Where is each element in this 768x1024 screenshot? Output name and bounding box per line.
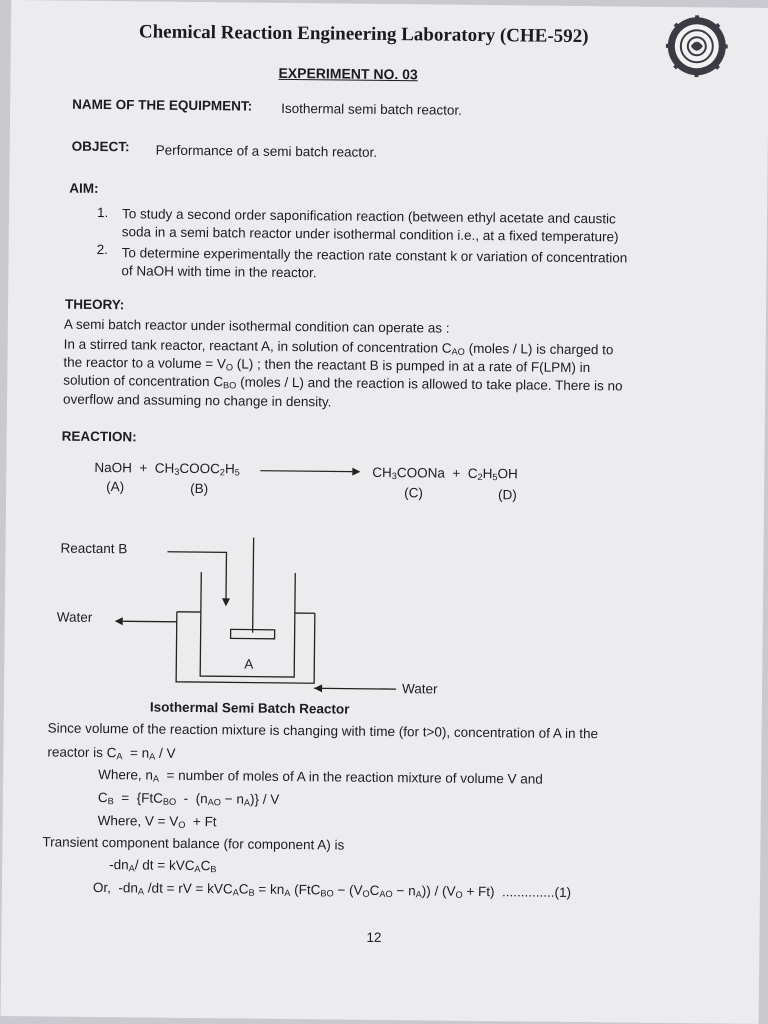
water-out-arrow-icon: [115, 617, 123, 625]
water-outlet-label: Water: [56, 609, 93, 625]
theory-line-3: the reactor to a volume = $V_O$ (L) ; then the reactant B is pumped in at a rate of F(LPM) in: [63, 354, 591, 376]
aim-item-1-line-1: To study a second order saponification reaction (between ethyl acetate and caustic: [121, 206, 616, 227]
theory-line-5: overflow and assuming no change in density.: [63, 391, 332, 410]
reaction-products: $CH_3COONa + C_2H_5OH$: [372, 464, 518, 483]
object-label: OBJECT:: [71, 138, 130, 155]
object-value: Performance of a semi batch reactor.: [155, 142, 378, 160]
stirrer-shaft: [253, 538, 254, 633]
label-d: (D): [498, 487, 517, 503]
theory-line-2: In a stirred tank reactor, reactant A, in solution of concentration $C_{AO}$ (moles / L) is charged to: [63, 336, 614, 358]
university-logo-icon: [665, 15, 728, 78]
body-line-2: reactor is $C_A = n_A / V$: [47, 744, 176, 762]
label-c: (C): [404, 485, 423, 501]
water-outlet-line: [123, 621, 177, 622]
document-page: [1, 0, 768, 1024]
aim-item-2-number: 2.: [96, 241, 108, 258]
theory-intro: A semi batch reactor under isothermal condition can operate as :: [63, 316, 450, 336]
water-inlet-line: [314, 688, 396, 689]
reactor-a-label: A: [244, 656, 254, 672]
aim-label: AIM:: [69, 180, 99, 196]
body-line-5: Where, $V = V_O + Ft$: [97, 812, 217, 830]
body-line-6: Transient component balance (for component A) is: [42, 834, 345, 853]
diagram-caption: Isothermal Semi Batch Reactor: [149, 699, 350, 717]
reaction-label: REACTION:: [61, 428, 137, 445]
aim-item-2-line-2: of NaOH with time in the reactor.: [121, 263, 317, 281]
theory-label: THEORY:: [64, 296, 125, 313]
aim-item-1-line-2: soda in a semi batch reactor under isothermal condition i.e., at a fixed temperature): [121, 224, 619, 245]
equipment-label: NAME OF THE EQUIPMENT:: [72, 96, 253, 114]
page-number: 12: [366, 929, 382, 945]
water-in-arrow-icon: [314, 684, 322, 692]
body-line-4: $C_B = \{FtC_{BO} - (n_{AO} - n_A)\} / V$: [97, 789, 280, 808]
reaction-reactants: NaOH + $CH_3COOC_2H_5$: [94, 459, 240, 478]
label-b: (B): [190, 480, 209, 497]
reactant-b-feed-line: [167, 552, 227, 603]
body-line-1: Since volume of the reaction mixture is changing with time (for t>0), concentration of A in the: [47, 720, 599, 742]
water-inlet-label: Water: [401, 681, 438, 697]
feed-arrow-icon: [222, 598, 230, 606]
equipment-value: Isothermal semi batch reactor.: [281, 100, 463, 118]
experiment-number: EXPERIMENT NO. 03: [278, 64, 418, 83]
reactant-b-label: Reactant B: [60, 540, 128, 557]
body-line-3: Where, $n_A$ = number of moles of A in the reaction mixture of volume V and: [98, 767, 543, 787]
lab-title: Chemical Reaction Engineering Laboratory (CHE-592): [138, 21, 589, 48]
label-a: (A): [106, 479, 125, 495]
equation-rate: $-dn_A/$ dt = $kVC_AC_B$: [109, 857, 217, 875]
aim-item-2-line-1: To determine experimentally the reaction rate constant k or variation of concentration: [121, 245, 628, 266]
equation-1: Or, $-dn_A$ /dt = rV = $kVC_AC_B = kn_A$ $(FtC_{BO} - (V_OC_{AO} - n_A)) / (V_O + Ft)$ ..............(1): [92, 879, 572, 900]
aim-item-1-number: 1.: [96, 204, 109, 221]
reaction-arrow-icon: [258, 465, 362, 478]
theory-line-4: solution of concentration $C_{BO}$ (moles / L) and the reaction is allowed to take place. There is no: [63, 372, 623, 394]
